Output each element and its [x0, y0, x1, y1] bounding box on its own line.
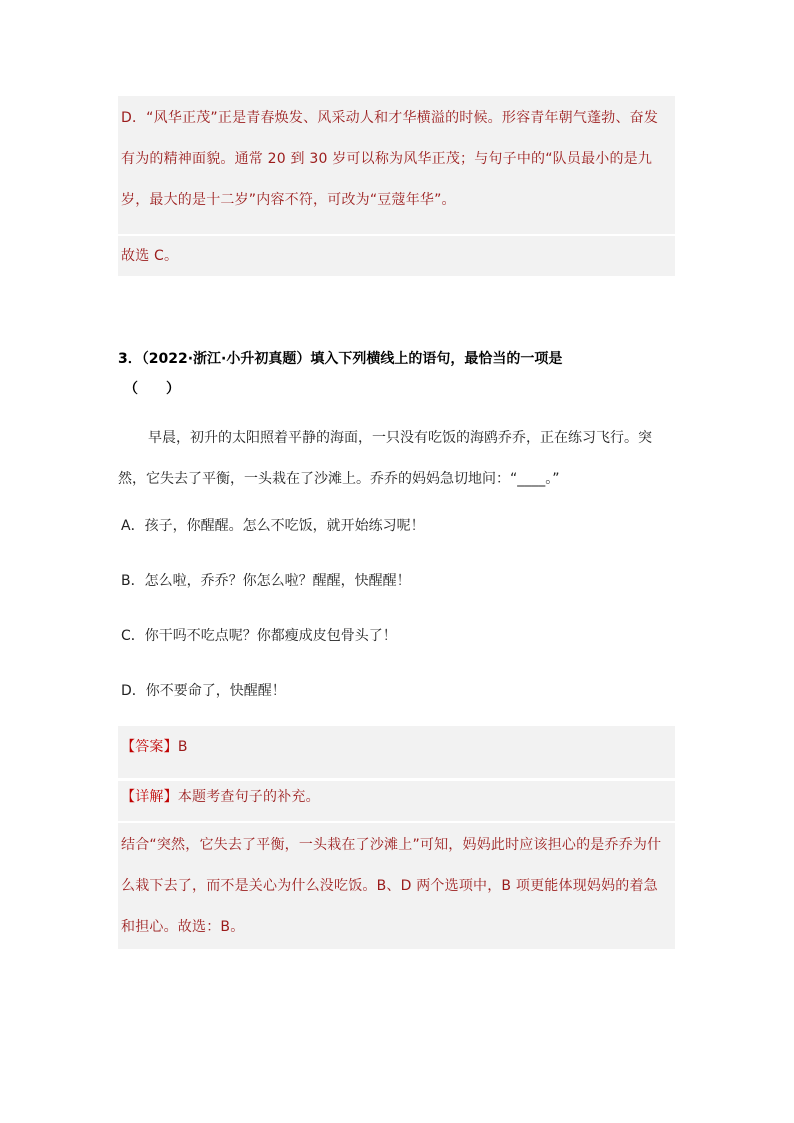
option-d: D．你不要命了，快醒醒！: [121, 683, 286, 699]
answer-value: B: [177, 739, 188, 755]
conclusion-text: 故选 C。: [121, 248, 179, 264]
question-3-passage: 早晨，初升的太阳照着平静的海面，一只没有吃饭的海鸥乔乔，正在练习飞行。突然，它失去了平衡，一头栽在了沙滩上。乔乔的妈妈急切地问：“____。”: [118, 430, 652, 487]
detail-tag: 【详解】: [121, 789, 178, 805]
detail-intro-box: [118, 781, 675, 821]
question-3-answer-blank: （ ）: [124, 381, 180, 397]
option-d-explanation: D．“风华正茂”正是青春焕发、风采动人和才华横溢的时候。形容青年朝气蓬勃、奋发有为的精神面貌。通常 20 到 30 岁可以称为风华正茂；与句子中的“队员最小的是九岁，最大的是十二岁”内容不符，可改为“豆蔻年华”。: [121, 110, 659, 208]
previous-answer-conclusion-box: [118, 236, 675, 276]
answer-tag: 【答案】: [121, 739, 178, 755]
detail-intro: 本题考查句子的补充。: [177, 789, 320, 805]
question-3-stem: [118, 344, 675, 404]
previous-answer-explanation-box: [118, 96, 675, 234]
option-c: C．你干吗不吃点呢？你都瘦成皮包骨头了！: [121, 628, 397, 644]
detail-body-box: [118, 823, 675, 949]
question-3-stem-line-1: 3．（2022·浙江·小升初真题）填入下列横线上的语句，最恰当的一项是: [118, 351, 563, 367]
answer-box: [118, 726, 675, 778]
detail-body: 结合“突然，它失去了平衡，一头栽在了沙滩上”可知，妈妈此时应该担心的是乔乔为什么栽下去了，而不是关心为什么没吃饭。B、D 两个选项中，B 项更能体现妈妈的着急和担心。故选：B。: [121, 837, 662, 935]
option-a: A．孩子，你醒醒。怎么不吃饭，就开始练习呢！: [121, 518, 425, 534]
option-b: B．怎么啦，乔乔？你怎么啦？醒醒，快醒醒！: [121, 573, 411, 589]
